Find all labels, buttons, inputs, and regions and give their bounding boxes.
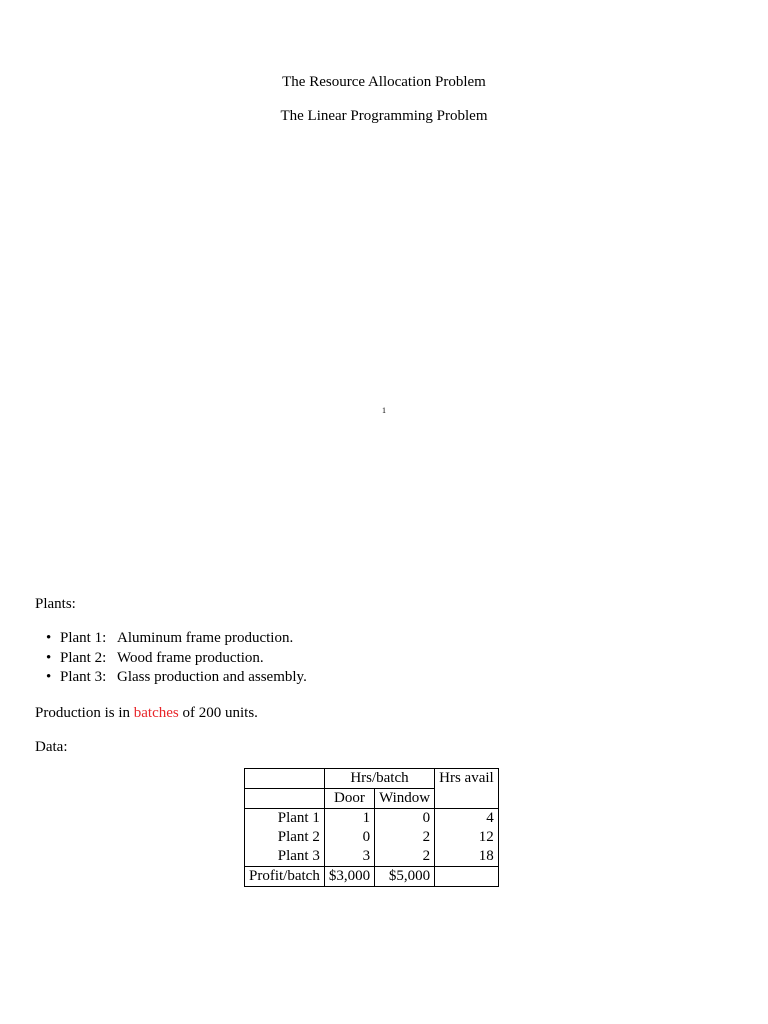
door-value: 1	[324, 809, 374, 829]
door-header: Door	[324, 789, 374, 809]
row-label: Profit/batch	[245, 867, 325, 887]
window-header: Window	[375, 789, 435, 809]
plant-label: Plant 3:	[60, 669, 107, 685]
row-label: Plant 3	[245, 847, 325, 867]
list-item	[46, 649, 307, 669]
hrs-batch-header: Hrs/batch	[324, 769, 434, 789]
production-suffix: of 200 units.	[178, 705, 258, 721]
hrs-avail-header: Hrs avail	[435, 769, 499, 789]
plant-label: Plant 1:	[60, 630, 107, 646]
plant-description: Aluminum frame production.	[117, 630, 294, 646]
table-row	[245, 809, 499, 829]
profit-row	[245, 867, 499, 887]
table-corner-cell	[245, 789, 325, 809]
production-prefix: Production is in	[35, 705, 134, 721]
avail-value: 18	[435, 847, 499, 867]
table-header-row	[245, 769, 499, 789]
window-profit: $5,000	[375, 867, 435, 887]
table-subheader-row	[245, 789, 499, 809]
door-value: 3	[324, 847, 374, 867]
window-value: 2	[375, 847, 435, 867]
row-label: Plant 1	[245, 809, 325, 829]
plants-list	[46, 629, 307, 688]
table-row	[245, 847, 499, 867]
door-profit: $3,000	[324, 867, 374, 887]
bullet-icon: •	[46, 630, 52, 646]
production-paragraph	[35, 704, 258, 722]
page-number: 1	[382, 406, 386, 415]
table-corner-cell	[245, 769, 325, 789]
plant-description: Glass production and assembly.	[117, 669, 307, 685]
plant-description: Wood frame production.	[117, 649, 264, 666]
window-value: 2	[375, 828, 435, 847]
list-item	[46, 668, 307, 688]
list-item	[46, 629, 307, 649]
plant-label: Plant 2:	[60, 649, 107, 666]
table-blank-cell	[435, 789, 499, 809]
bullet-icon: •	[46, 669, 52, 685]
avail-value: 4	[435, 809, 499, 829]
data-table	[244, 768, 499, 887]
avail-value: 12	[435, 828, 499, 847]
bullet-icon: •	[46, 649, 52, 666]
data-heading: Data:	[35, 739, 68, 755]
batches-highlight: batches	[133, 705, 179, 721]
page-title: The Resource Allocation Problem	[282, 74, 486, 90]
avail-profit	[435, 867, 499, 887]
window-value: 0	[375, 809, 435, 829]
row-label: Plant 2	[245, 828, 325, 847]
page-subtitle: The Linear Programming Problem	[280, 108, 488, 124]
door-value: 0	[324, 828, 374, 847]
plants-heading: Plants:	[35, 596, 76, 612]
table-row	[245, 828, 499, 847]
